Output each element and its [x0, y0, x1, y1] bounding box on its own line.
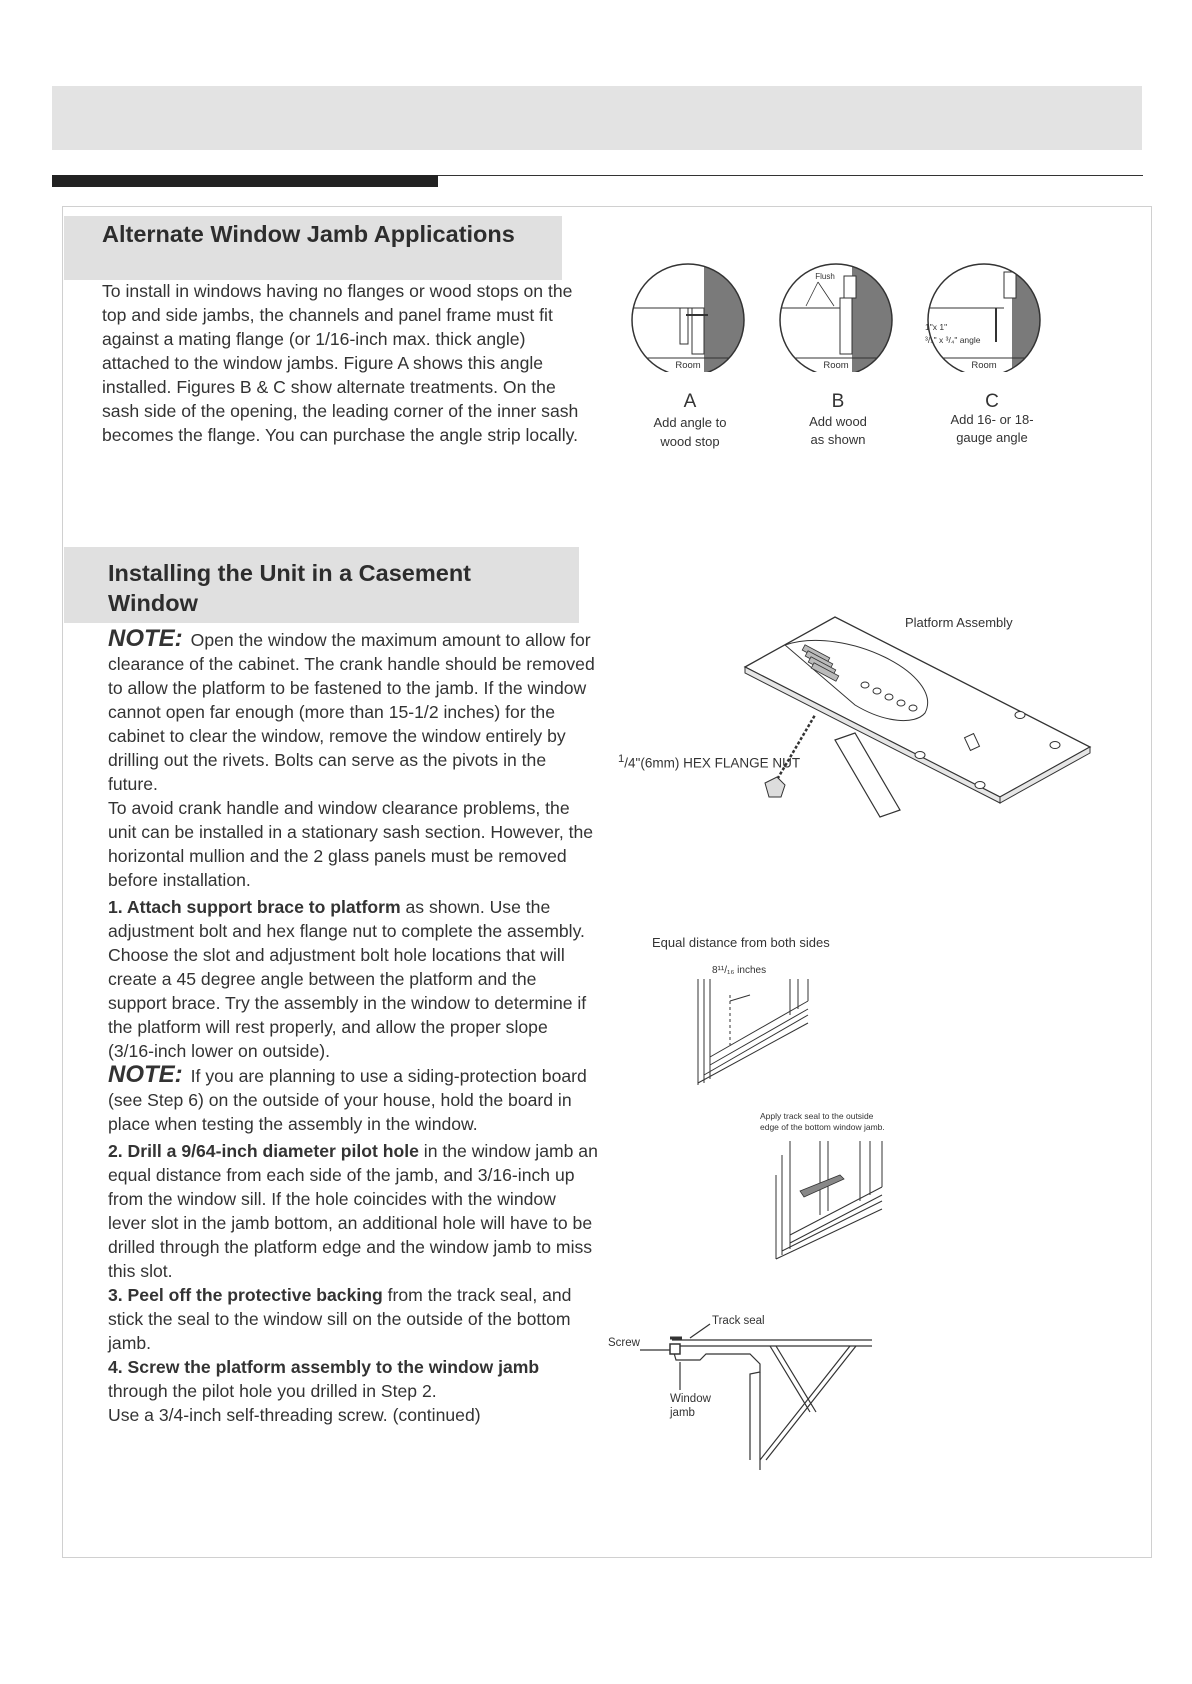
track-seal-label-1: Apply track seal to the outside — [760, 1111, 874, 1121]
step-3-text: from the track seal, and stick the seal to the window sill on the outside of the bottom jamb. — [108, 1285, 572, 1353]
figure-b-caption-2: as shown — [810, 432, 866, 447]
figure-c-caption-1: Add 16- or 18- — [950, 412, 1034, 427]
track-seal-label-2: edge of the bottom window jamb. — [760, 1122, 885, 1132]
hex-nut-numerator: 1 — [618, 753, 625, 765]
section-title-casement-line2: Window — [108, 590, 198, 616]
note-2 — [108, 1063, 598, 1136]
step-2-text: in the window jamb an equal distance from each side of the jamb, and 3/16-inch up from the window sill. If the hole coincides with the window lever slot in the jamb bottom, an additional hole will have to be drilled through the platform edge and the window jamb to miss this slot. — [108, 1141, 598, 1281]
equal-distance-figure — [690, 975, 830, 1095]
para-2: To avoid crank handle and window clearance problems, the unit can be installed in a stationary sash section. However, the horizontal mullion and the 2 glass panels must be removed before installation. — [108, 798, 594, 890]
figure-a-caption-2: wood stop — [660, 434, 720, 449]
figure-b-room: Room — [823, 360, 849, 371]
figure-c-room: Room — [971, 360, 997, 371]
track-seal-figure — [770, 1135, 910, 1265]
equal-distance-measure: 8¹¹/₁₆ inches — [712, 965, 767, 976]
section-title-casement — [64, 547, 579, 623]
figure-a-letter: A — [683, 391, 697, 412]
step-4 — [108, 1355, 598, 1403]
section-title-casement-line1: Installing the Unit in a Casement — [108, 560, 471, 586]
note-1 — [108, 627, 598, 796]
figure-a-room: Room — [675, 360, 701, 371]
window-jamb-callout-2: jamb — [670, 1407, 695, 1419]
note-1-label: NOTE: — [108, 625, 183, 652]
hex-nut-denominator: 4 — [628, 755, 636, 771]
figure-c-letter: C — [985, 391, 999, 412]
section-body-casement — [108, 627, 598, 1427]
figure-c-angle-2: ³/₄" x ³/₄" angle — [925, 335, 981, 345]
figure-c-caption-2: gauge angle — [956, 430, 1028, 445]
section-body-alternate-jamb: To install in windows having no flanges or wood stops on the top and side jambs, the channels and panel frame must fit against a mating flange (or 1/16-inch max. thick angle) attached to the window jambs. Figure A shows this angle installed. Figures B & C show alternate treatments. On the sash side of the opening, the leading corner of the inner sash becomes the flange. You can purchase the angle strip locally. — [102, 281, 579, 445]
section-title-alternate-jamb: Alternate Window Jamb Applications — [64, 216, 562, 280]
hex-nut-label: $^1$/4"(6mm) HEX FLANGE NUT — [618, 753, 801, 771]
note-2-label: NOTE: — [108, 1061, 183, 1088]
note-2-text: If you are planning to use a siding-protection board (see Step 6) on the outside of your house, hold the board in place when testing the assembly in the window. — [108, 1066, 587, 1134]
header-rule-thin — [438, 175, 1143, 176]
step-2-bold: 2. Drill a 9/64-inch diameter pilot hole — [108, 1141, 419, 1161]
window-jamb-callout-1: Window — [670, 1393, 711, 1405]
figure-c-angle-1: 1"x 1" — [925, 322, 948, 332]
figure-b-letter: B — [831, 391, 845, 412]
step-4-bold: 4. Screw the platform assembly to the window jamb — [108, 1357, 540, 1377]
step-3-bold: 3. Peel off the protective backing — [108, 1285, 383, 1305]
figure-b-flush: Flush — [815, 272, 835, 281]
figure-b-drawing — [770, 262, 912, 372]
platform-assembly-figure — [615, 605, 1095, 835]
equal-distance-label: Equal distance from both sides — [652, 935, 830, 950]
step-4-text: through the pilot hole you drilled in Step 2. — [108, 1381, 437, 1401]
figure-a-caption-1: Add angle to — [653, 415, 727, 430]
step-1 — [108, 895, 598, 1063]
figure-a-drawing — [620, 262, 764, 372]
hex-nut-text: "(6mm) HEX FLANGE NUT — [635, 755, 801, 771]
figure-b-caption-1: Add wood — [809, 414, 867, 429]
jamb-figures-abc — [620, 262, 1060, 372]
step-3 — [108, 1283, 598, 1355]
header-bar — [52, 86, 1142, 150]
note-1-text: Open the window the maximum amount to allow for clearance of the cabinet. The crank handle should be removed to allow the platform to be fastened to the jamb. If the window cannot open far enough (more than 15-1/2 inches) for the cabinet to clear the window, remove the window entirely by drilling out the rivets. Bolts can serve as the pivots in the future. — [108, 630, 595, 794]
step-1-bold: 1. Attach support brace to platform — [108, 897, 401, 917]
header-rule-thick — [52, 175, 438, 187]
platform-assembly-label: Platform Assembly — [905, 615, 1013, 630]
step-2 — [108, 1139, 598, 1283]
step-4-last: Use a 3/4-inch self-threading screw. (continued) — [108, 1405, 481, 1425]
track-seal-callout: Track seal — [712, 1315, 765, 1327]
step-1-text: as shown. Use the adjustment bolt and hex flange nut to complete the assembly. Choose the slot and adjustment bolt hole locations that will create a 45 degree angle between the platform and the support brace. Try the assembly in the window to determine if the platform will rest properly, and allow the proper slope (3/16-inch lower on outside). — [108, 897, 587, 1061]
screw-callout: Screw — [608, 1337, 640, 1349]
